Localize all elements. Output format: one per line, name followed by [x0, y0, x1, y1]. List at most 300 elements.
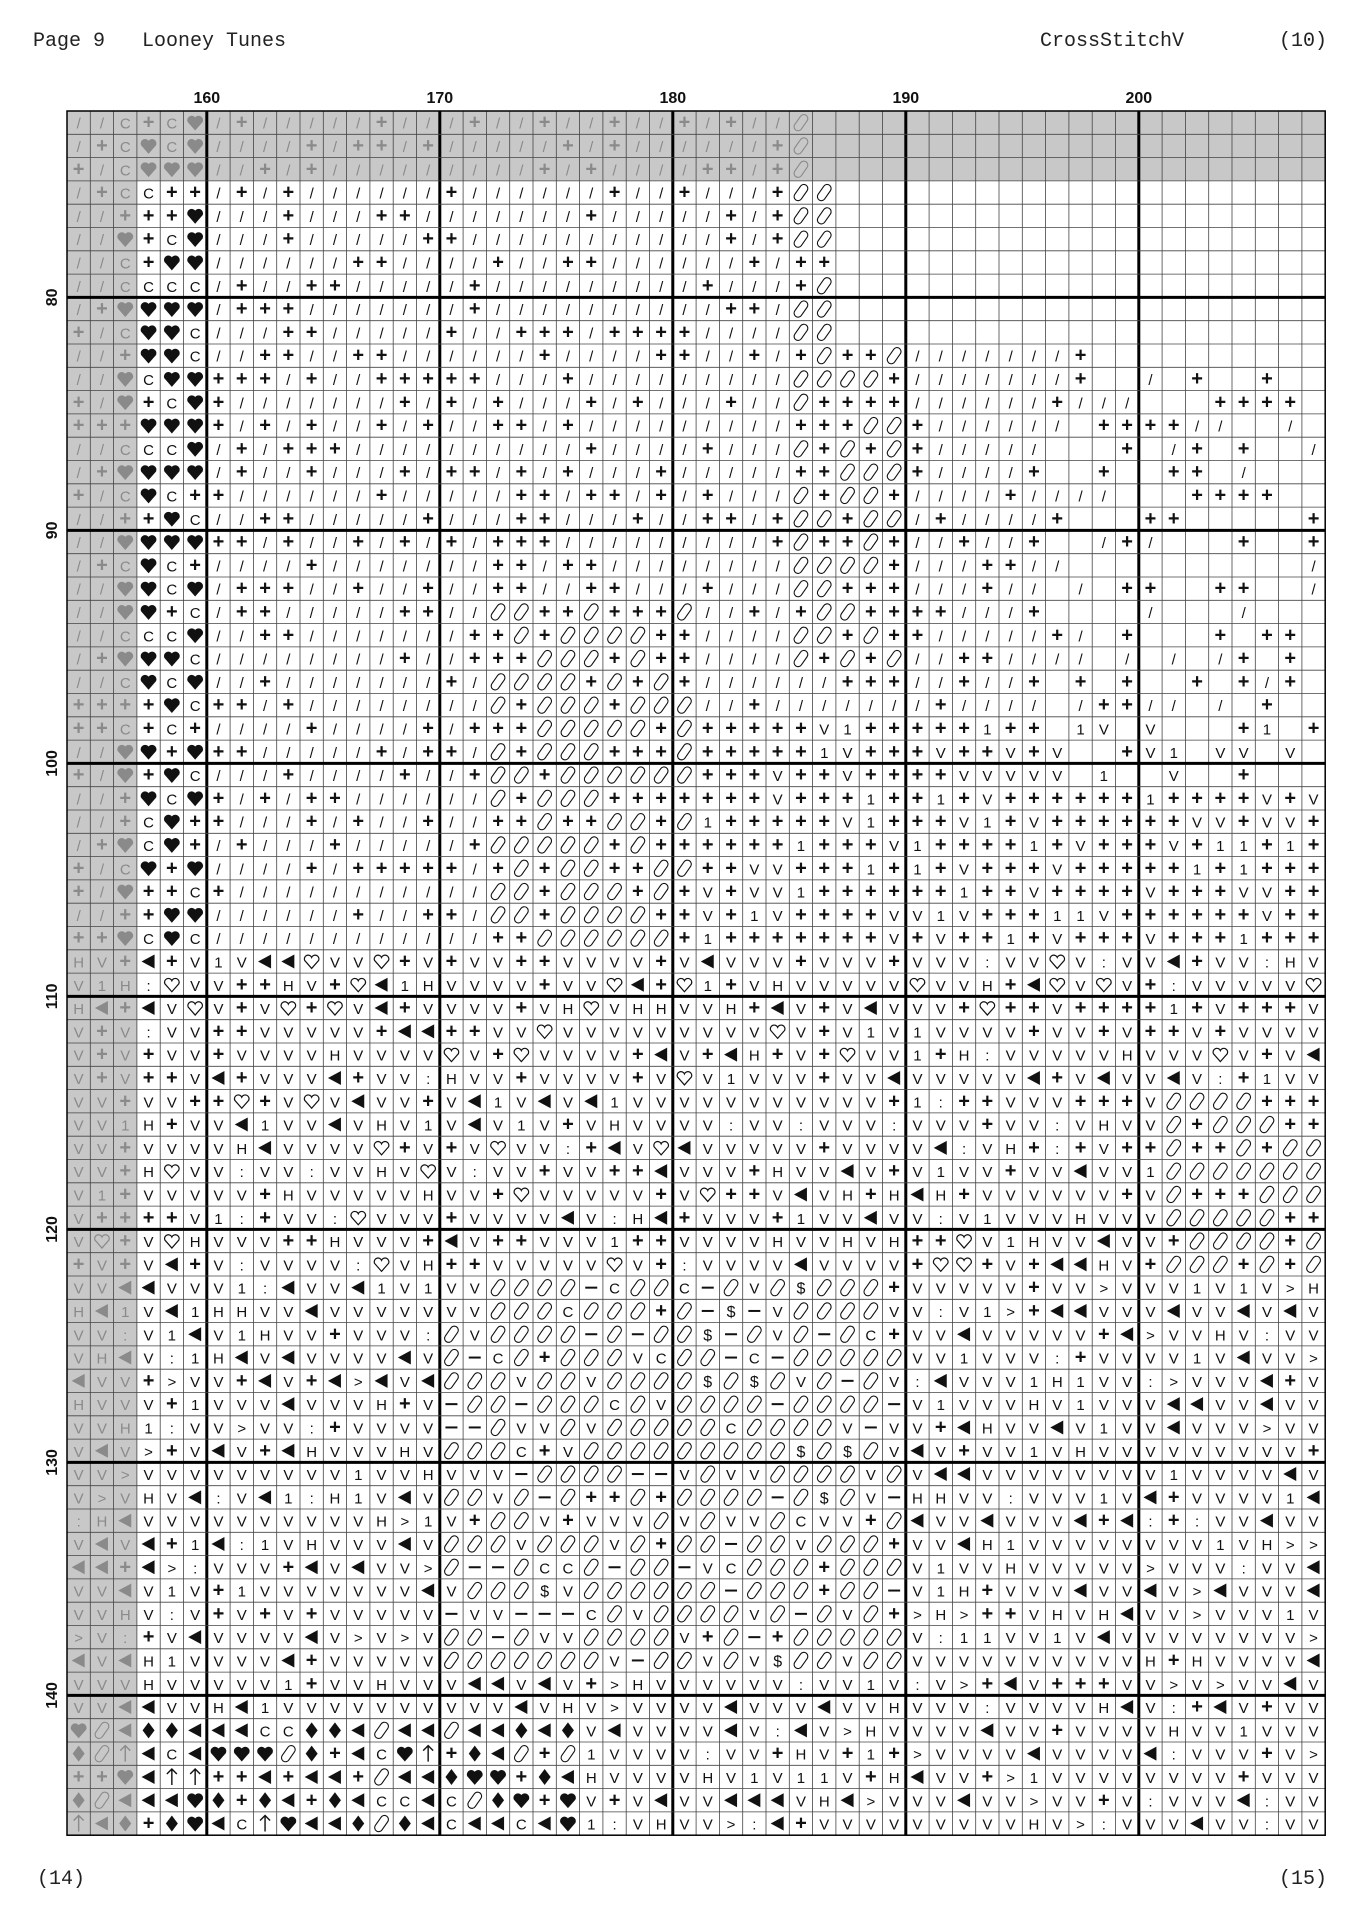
- svg-text:+: +: [795, 414, 807, 437]
- svg-text:+: +: [282, 228, 295, 251]
- svg-text:/: /: [589, 325, 594, 343]
- svg-text:+: +: [1284, 1369, 1297, 1392]
- svg-text:C: C: [259, 1723, 271, 1741]
- svg-text:V: V: [702, 1094, 713, 1112]
- svg-text:1: 1: [1053, 907, 1062, 925]
- svg-text:+: +: [515, 1230, 528, 1253]
- svg-text:V: V: [1028, 1700, 1039, 1718]
- svg-text:V: V: [306, 1280, 317, 1298]
- svg-text:+: +: [1074, 670, 1087, 693]
- svg-text:+: +: [841, 787, 854, 810]
- svg-text:+: +: [1237, 670, 1250, 693]
- svg-text:+: +: [1261, 624, 1273, 647]
- svg-text:+: +: [632, 670, 644, 693]
- svg-text:V: V: [1075, 1070, 1086, 1088]
- svg-text:/: /: [356, 604, 361, 622]
- svg-text:1: 1: [284, 1676, 293, 1694]
- svg-text:+: +: [235, 367, 248, 390]
- svg-text:+: +: [1028, 1276, 1040, 1299]
- svg-text::: :: [1218, 1070, 1223, 1088]
- svg-text:V: V: [702, 884, 713, 902]
- svg-text:V: V: [865, 1140, 876, 1158]
- svg-text:/: /: [752, 558, 757, 576]
- svg-text::: :: [1101, 954, 1106, 972]
- svg-text:V: V: [1285, 1630, 1296, 1648]
- svg-text:+: +: [72, 321, 85, 344]
- svg-text:+: +: [795, 764, 807, 787]
- svg-text:C: C: [399, 1793, 411, 1811]
- svg-text:+: +: [282, 1765, 295, 1788]
- svg-text:+: +: [585, 810, 598, 833]
- svg-text:C: C: [119, 721, 131, 739]
- svg-text:+: +: [1028, 717, 1040, 740]
- svg-text:V: V: [889, 1257, 900, 1275]
- svg-text:+: +: [655, 600, 667, 623]
- svg-text:V: V: [493, 1164, 504, 1182]
- svg-text:+: +: [958, 787, 970, 810]
- svg-text:V: V: [353, 1164, 364, 1182]
- svg-text:+: +: [375, 251, 388, 274]
- svg-text:/: /: [309, 674, 314, 692]
- svg-text:+: +: [632, 1230, 644, 1253]
- svg-text:V: V: [1215, 1001, 1226, 1019]
- svg-text:/: /: [309, 395, 314, 413]
- svg-text:/: /: [985, 395, 990, 413]
- svg-text:/: /: [1008, 395, 1013, 413]
- svg-text:1: 1: [796, 1769, 806, 1787]
- svg-text:+: +: [1284, 1230, 1297, 1253]
- svg-text:V: V: [1028, 768, 1039, 786]
- svg-text::: :: [239, 1164, 244, 1182]
- svg-text:/: /: [472, 348, 477, 366]
- svg-text:+: +: [422, 717, 434, 740]
- svg-text:+: +: [212, 1090, 225, 1113]
- svg-text:V: V: [1215, 1467, 1226, 1485]
- svg-text:1: 1: [1286, 837, 1295, 855]
- svg-text:/: /: [682, 371, 687, 389]
- svg-text:V: V: [353, 1676, 364, 1694]
- svg-text:+: +: [795, 344, 807, 367]
- svg-text:V: V: [1005, 1746, 1016, 1764]
- svg-text:+: +: [235, 111, 248, 134]
- svg-text:V: V: [423, 1700, 434, 1718]
- svg-text:+: +: [1004, 787, 1017, 810]
- svg-text:V: V: [726, 1467, 737, 1485]
- svg-text:+: +: [445, 321, 458, 344]
- svg-text:C: C: [143, 814, 154, 832]
- svg-text:+: +: [1028, 1253, 1040, 1276]
- svg-text:+: +: [1004, 833, 1017, 856]
- svg-text:+: +: [282, 181, 295, 204]
- svg-text::: :: [169, 1350, 174, 1368]
- svg-text:/: /: [775, 418, 780, 436]
- svg-text:V: V: [73, 1443, 84, 1461]
- svg-text:+: +: [1121, 833, 1133, 856]
- svg-text:+: +: [748, 694, 761, 717]
- svg-text:V: V: [1005, 1397, 1016, 1415]
- svg-text:/: /: [402, 511, 407, 529]
- svg-text:V: V: [423, 1490, 434, 1508]
- svg-text:+: +: [538, 531, 551, 554]
- svg-text:V: V: [353, 1653, 364, 1671]
- svg-text:/: /: [635, 185, 640, 203]
- svg-text:V: V: [609, 1536, 620, 1554]
- svg-text:V: V: [1052, 1653, 1063, 1671]
- svg-text:+: +: [888, 670, 900, 693]
- svg-text:/: /: [612, 395, 617, 413]
- svg-text:V: V: [1145, 1816, 1156, 1834]
- svg-text:/: /: [99, 395, 105, 413]
- svg-text:+: +: [142, 1369, 155, 1392]
- svg-text:/: /: [1031, 558, 1037, 576]
- svg-text:/: /: [728, 651, 734, 669]
- svg-text:+: +: [888, 577, 900, 600]
- svg-text:H: H: [748, 1047, 760, 1065]
- svg-text:C: C: [189, 651, 201, 669]
- svg-text:V: V: [959, 814, 970, 832]
- svg-text:+: +: [445, 903, 458, 926]
- svg-text:V: V: [306, 1327, 317, 1345]
- svg-text:V: V: [819, 1676, 830, 1694]
- svg-text:/: /: [216, 115, 221, 133]
- svg-text:/: /: [262, 465, 268, 483]
- svg-text:/: /: [99, 861, 105, 879]
- svg-text:V: V: [236, 1397, 247, 1415]
- svg-text:/: /: [426, 162, 431, 180]
- svg-text:+: +: [468, 298, 481, 321]
- svg-text:+: +: [1307, 507, 1320, 530]
- svg-text:V: V: [889, 1140, 900, 1158]
- svg-text:+: +: [1028, 857, 1040, 880]
- svg-text:+: +: [981, 1602, 994, 1625]
- svg-text:+: +: [189, 717, 201, 740]
- svg-text:/: /: [752, 581, 757, 599]
- svg-text:C: C: [679, 1280, 690, 1298]
- svg-text:V: V: [283, 1420, 294, 1438]
- svg-text:V: V: [912, 954, 923, 972]
- svg-text:H: H: [73, 1397, 85, 1415]
- svg-text:/: /: [309, 604, 314, 622]
- svg-text:V: V: [1285, 1397, 1296, 1415]
- svg-text:/: /: [1031, 628, 1037, 646]
- svg-text:V: V: [329, 1676, 340, 1694]
- svg-text:/: /: [216, 837, 221, 855]
- svg-text:C: C: [189, 931, 201, 949]
- svg-text:V: V: [96, 1606, 107, 1624]
- svg-text:C: C: [166, 278, 178, 296]
- svg-text:V: V: [1028, 1187, 1039, 1205]
- svg-text:+: +: [142, 1206, 155, 1229]
- svg-text:V: V: [376, 1047, 387, 1065]
- svg-text:V: V: [213, 1117, 224, 1135]
- svg-text:/: /: [99, 628, 105, 646]
- svg-text:/: /: [565, 535, 571, 553]
- svg-text:V: V: [1285, 1560, 1296, 1578]
- svg-text:V: V: [1075, 954, 1086, 972]
- svg-text:V: V: [1075, 1234, 1086, 1252]
- svg-text:V: V: [912, 1070, 923, 1088]
- svg-text:V: V: [679, 1164, 690, 1182]
- svg-text:/: /: [286, 418, 291, 436]
- svg-text:1: 1: [936, 1583, 945, 1601]
- svg-text:+: +: [865, 903, 877, 926]
- svg-text:/: /: [728, 535, 734, 553]
- svg-text:V: V: [1261, 1560, 1272, 1578]
- svg-text:+: +: [678, 344, 691, 367]
- svg-text:/: /: [1264, 674, 1270, 692]
- svg-text:V: V: [306, 977, 317, 995]
- svg-text:+: +: [352, 134, 365, 157]
- svg-text:C: C: [119, 325, 131, 343]
- svg-text:/: /: [752, 162, 757, 180]
- svg-text:+: +: [1074, 1136, 1087, 1159]
- svg-text:/: /: [449, 558, 454, 576]
- svg-text:/: /: [449, 208, 454, 226]
- svg-text:V: V: [959, 1117, 970, 1135]
- svg-text:/: /: [449, 721, 454, 739]
- svg-text:/: /: [76, 651, 81, 669]
- svg-text:/: /: [332, 511, 338, 529]
- svg-text:/: /: [519, 232, 524, 250]
- svg-text:V: V: [1052, 1467, 1063, 1485]
- svg-text:+: +: [1214, 1183, 1227, 1206]
- svg-text:/: /: [449, 628, 454, 646]
- svg-text:H: H: [143, 1117, 154, 1135]
- svg-text:+: +: [1028, 1136, 1040, 1159]
- svg-text:+: +: [352, 810, 365, 833]
- svg-text:+: +: [655, 810, 667, 833]
- svg-text:V: V: [353, 1117, 364, 1135]
- svg-text:+: +: [888, 600, 900, 623]
- svg-text:V: V: [1005, 1816, 1016, 1834]
- svg-text:V: V: [1145, 954, 1156, 972]
- svg-text:/: /: [262, 535, 268, 553]
- svg-text:V: V: [632, 954, 643, 972]
- svg-text:+: +: [72, 857, 85, 880]
- svg-text:/: /: [589, 418, 594, 436]
- svg-text:+: +: [1004, 484, 1017, 507]
- svg-text:/: /: [938, 674, 943, 692]
- svg-text:+: +: [282, 577, 295, 600]
- svg-text:V: V: [889, 1001, 900, 1019]
- svg-text:/: /: [262, 721, 268, 739]
- svg-text:V: V: [772, 861, 783, 879]
- svg-text:/: /: [99, 907, 105, 925]
- svg-text:V: V: [120, 1373, 131, 1391]
- svg-text:V: V: [959, 1303, 970, 1321]
- svg-text:/: /: [495, 488, 501, 506]
- svg-text:V: V: [1215, 977, 1226, 995]
- svg-text:V: V: [1215, 1303, 1226, 1321]
- svg-text:+: +: [445, 391, 458, 414]
- svg-text:/: /: [542, 185, 547, 203]
- svg-text:+: +: [1098, 997, 1110, 1020]
- svg-text:/: /: [402, 255, 407, 273]
- svg-text::: :: [193, 1560, 198, 1578]
- svg-text:+: +: [538, 484, 551, 507]
- svg-text:/: /: [495, 511, 501, 529]
- svg-text:/: /: [728, 628, 734, 646]
- svg-text:V: V: [143, 1606, 154, 1624]
- svg-text:V: V: [1192, 1723, 1203, 1741]
- svg-text:V: V: [1052, 1164, 1063, 1182]
- svg-text:+: +: [1167, 461, 1180, 484]
- svg-text:V: V: [1308, 954, 1319, 972]
- svg-text::: :: [1171, 977, 1176, 995]
- svg-text:+: +: [748, 833, 761, 856]
- svg-text:+: +: [1237, 764, 1250, 787]
- svg-text:+: +: [259, 577, 271, 600]
- svg-text:/: /: [589, 185, 594, 203]
- svg-text:V: V: [679, 1024, 690, 1042]
- svg-text:V: V: [73, 1583, 84, 1601]
- svg-text:/: /: [309, 884, 314, 902]
- svg-text:+: +: [981, 927, 994, 950]
- svg-text:V: V: [446, 1467, 457, 1485]
- svg-text:/: /: [426, 674, 431, 692]
- svg-text:V: V: [935, 1350, 946, 1368]
- svg-text:V: V: [213, 1373, 224, 1391]
- svg-text:V: V: [1145, 1700, 1156, 1718]
- svg-text:/: /: [589, 278, 594, 296]
- svg-text:V: V: [1145, 1723, 1156, 1741]
- svg-text:V: V: [982, 1373, 993, 1391]
- svg-text:/: /: [262, 698, 268, 716]
- svg-text:+: +: [1191, 1136, 1203, 1159]
- svg-text:/: /: [1008, 348, 1013, 366]
- svg-text:+: +: [562, 600, 574, 623]
- svg-text:+: +: [399, 997, 411, 1020]
- svg-text:+: +: [1098, 1789, 1110, 1812]
- svg-text:+: +: [96, 927, 108, 950]
- svg-text:/: /: [728, 558, 734, 576]
- svg-text:H: H: [935, 1490, 947, 1508]
- svg-text:+: +: [305, 1230, 318, 1253]
- svg-text:+: +: [538, 600, 551, 623]
- svg-text:V: V: [1215, 1397, 1226, 1415]
- svg-text:V: V: [726, 954, 737, 972]
- svg-text:/: /: [985, 371, 990, 389]
- svg-text:/: /: [705, 628, 710, 646]
- svg-text:V: V: [399, 1164, 410, 1182]
- svg-text:+: +: [72, 1765, 85, 1788]
- svg-text:V: V: [260, 1303, 271, 1321]
- svg-text:+: +: [352, 251, 365, 274]
- svg-text:+: +: [515, 787, 528, 810]
- svg-text:1: 1: [1239, 837, 1248, 855]
- svg-text:/: /: [472, 255, 477, 273]
- svg-text:V: V: [749, 1467, 760, 1485]
- svg-text:V: V: [586, 1373, 597, 1391]
- svg-text:+: +: [748, 298, 761, 321]
- svg-text:V: V: [166, 1024, 177, 1042]
- svg-text:+: +: [445, 740, 458, 763]
- svg-text:$: $: [703, 1327, 713, 1345]
- svg-text:C: C: [166, 558, 178, 576]
- svg-text:+: +: [259, 1602, 271, 1625]
- svg-text:/: /: [309, 348, 314, 366]
- svg-text:+: +: [235, 997, 248, 1020]
- svg-text:/: /: [402, 907, 407, 925]
- svg-text:+: +: [841, 531, 854, 554]
- svg-text:/: /: [262, 884, 268, 902]
- svg-text:+: +: [1074, 344, 1087, 367]
- svg-text:+: +: [888, 1742, 900, 1765]
- svg-text:V: V: [423, 1397, 434, 1415]
- svg-text:/: /: [519, 278, 524, 296]
- svg-text:V: V: [260, 1560, 271, 1578]
- svg-text:+: +: [678, 321, 691, 344]
- svg-text:/: /: [845, 698, 850, 716]
- svg-text:V: V: [562, 1630, 573, 1648]
- svg-text:H: H: [772, 1234, 784, 1252]
- svg-text:V: V: [1052, 1024, 1063, 1042]
- svg-text:+: +: [1074, 927, 1087, 950]
- svg-text:+: +: [1028, 1299, 1040, 1322]
- svg-text:/: /: [76, 232, 81, 250]
- svg-text:$: $: [726, 1303, 736, 1321]
- svg-text:+: +: [492, 857, 504, 880]
- svg-text:/: /: [682, 278, 687, 296]
- svg-text:V: V: [1168, 1793, 1179, 1811]
- svg-text:V: V: [260, 1070, 271, 1088]
- svg-text:V: V: [283, 1024, 294, 1042]
- svg-text:V: V: [749, 1280, 760, 1298]
- svg-text:1: 1: [1262, 721, 1272, 739]
- svg-text:V: V: [236, 1560, 247, 1578]
- svg-text:V: V: [166, 1467, 177, 1485]
- svg-text:+: +: [1144, 973, 1157, 996]
- svg-text:V: V: [1215, 1653, 1226, 1671]
- svg-text:/: /: [239, 931, 244, 949]
- svg-text:V: V: [1005, 1420, 1016, 1438]
- svg-text:C: C: [725, 1560, 737, 1578]
- svg-text:1: 1: [260, 1536, 270, 1554]
- svg-text:/: /: [752, 441, 757, 459]
- svg-text:+: +: [725, 927, 737, 950]
- svg-text:/: /: [728, 674, 734, 692]
- svg-text:+: +: [166, 950, 178, 973]
- svg-text:/: /: [426, 348, 431, 366]
- svg-text:+: +: [841, 414, 854, 437]
- svg-text:/: /: [775, 558, 780, 576]
- svg-text:+: +: [818, 461, 831, 484]
- svg-text:/: /: [286, 488, 291, 506]
- svg-text:/: /: [216, 674, 221, 692]
- column-number-label: 170: [426, 90, 454, 107]
- svg-text:/: /: [332, 884, 338, 902]
- svg-text:V: V: [1075, 1024, 1086, 1042]
- svg-text:V: V: [982, 1187, 993, 1205]
- svg-text:V: V: [73, 1467, 84, 1485]
- svg-text:V: V: [1028, 1327, 1039, 1345]
- svg-text:/: /: [216, 511, 221, 529]
- svg-text:/: /: [286, 465, 291, 483]
- svg-text:V: V: [1168, 1769, 1179, 1787]
- svg-text:V: V: [1261, 1350, 1272, 1368]
- svg-text:V: V: [399, 1700, 410, 1718]
- svg-text:+: +: [841, 507, 854, 530]
- svg-text:V: V: [493, 1700, 504, 1718]
- svg-text:/: /: [1171, 441, 1176, 459]
- svg-text:V: V: [912, 1210, 923, 1228]
- svg-text:V: V: [935, 1280, 946, 1298]
- svg-text:V: V: [795, 1373, 806, 1391]
- svg-text:H: H: [958, 1583, 970, 1601]
- svg-text:V: V: [1075, 1327, 1086, 1345]
- svg-text:V: V: [819, 1234, 830, 1252]
- svg-text:+: +: [212, 1020, 225, 1043]
